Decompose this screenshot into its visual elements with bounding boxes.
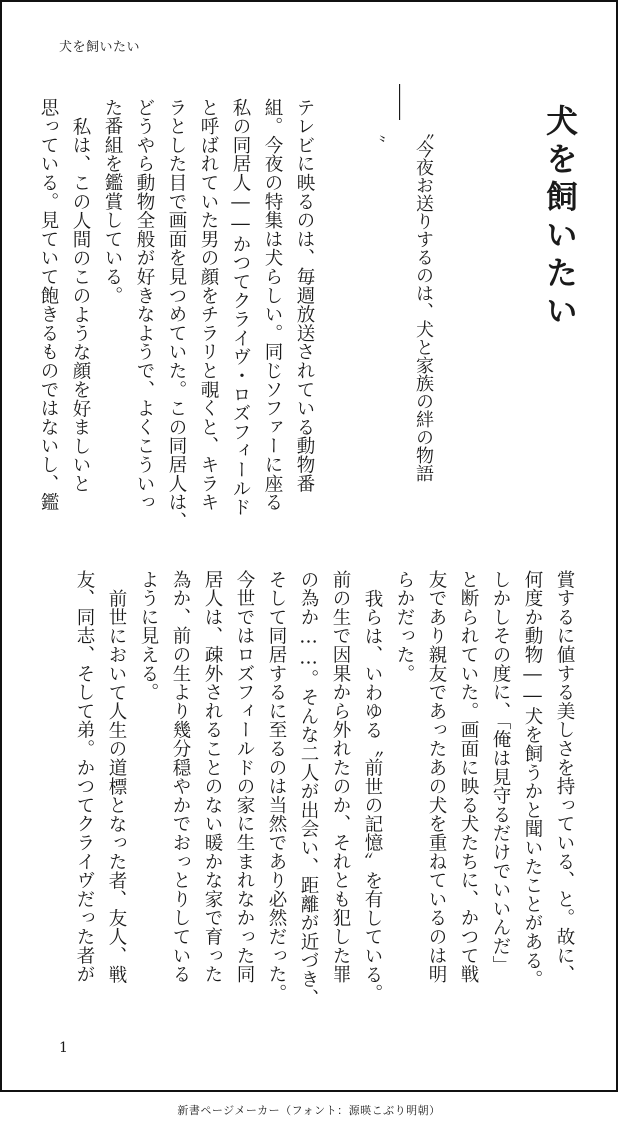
text-line: 思っている。見ていて飽きるものではないし、鑑 [38,98,59,512]
text-line: 賞するに値する美しさを持っている、と。故に、 [554,570,575,984]
text-line: 組。今夜の特集は犬らしい。同じソファーに座る [262,98,283,512]
text-line: テレビに映るのは、毎週放送されている動物番 [294,98,315,493]
text-line: 今世ではロズフィールドの家に生まれなかった同 [234,570,255,984]
text-line: しかしその度に、「俺は見守るだけでいいんだ」 [490,570,511,975]
text-line: と断られていた。画面に映る犬たちに、かつて戦 [458,570,479,984]
text-line: 私は、この人間のこのような顔を好ましいと [70,116,91,493]
text-line: 何度か動物――犬を飼うかと聞いたことがある。 [522,570,543,989]
text-line: 友、同志、そして弟。かつてクライヴだった者が [74,570,95,984]
text-line: 前世において人生の道標となった者、友人、戦 [106,588,127,984]
text-line: 友であり親友であったあの犬を重ねているのは明 [426,570,447,984]
footer-credit: 新書ページメーカー（フォント：源暎こぶり明朝） [177,1104,441,1117]
text-line: と呼ばれていた男の顔をチラリと覗くと、キラキ [198,98,219,512]
text-line: らかだった。 [394,570,415,683]
dash-mark: ―― [390,84,411,120]
epigraph: 〝今夜お送りするのは、犬と家族の絆の物語 [413,122,434,482]
text-line: 我らは、いわゆる〝前世の記憶〟を有している。 [362,588,383,1003]
lower-text-block [50,570,580,1008]
text-line: 為か、前の生より幾分穏やかでおっとりしている [170,570,191,984]
text-line: 私の同居人――かつてクライヴ・ロズフィールド [230,98,251,517]
text-line: 前の生で因果から外れたのか、それとも犯した罪 [330,570,351,984]
closing-quote-mark: 〟 [379,125,396,144]
text-line: の為か……。そんな二人が出会い、距離が近づき、 [298,570,319,1008]
running-header: 犬を飼いたい [59,40,141,55]
text-line: どうやら動物全般が好きなようで、よくこういっ [134,98,155,512]
text-line: 居人は、疎外されることのない暖かな家で育った [202,570,223,984]
story-title: 犬を飼いたい [541,104,579,332]
text-line: ラとした目で画面を見つめていた。この同居人は、 [166,98,187,531]
upper-text-block [38,98,320,531]
text-line: た番組を鑑賞している。 [102,98,123,305]
text-line: ように見える。 [138,570,159,702]
page-number: 1 [59,1040,68,1056]
text-line: そして同居するに至るのは当然であり必然だった。 [266,570,287,1003]
